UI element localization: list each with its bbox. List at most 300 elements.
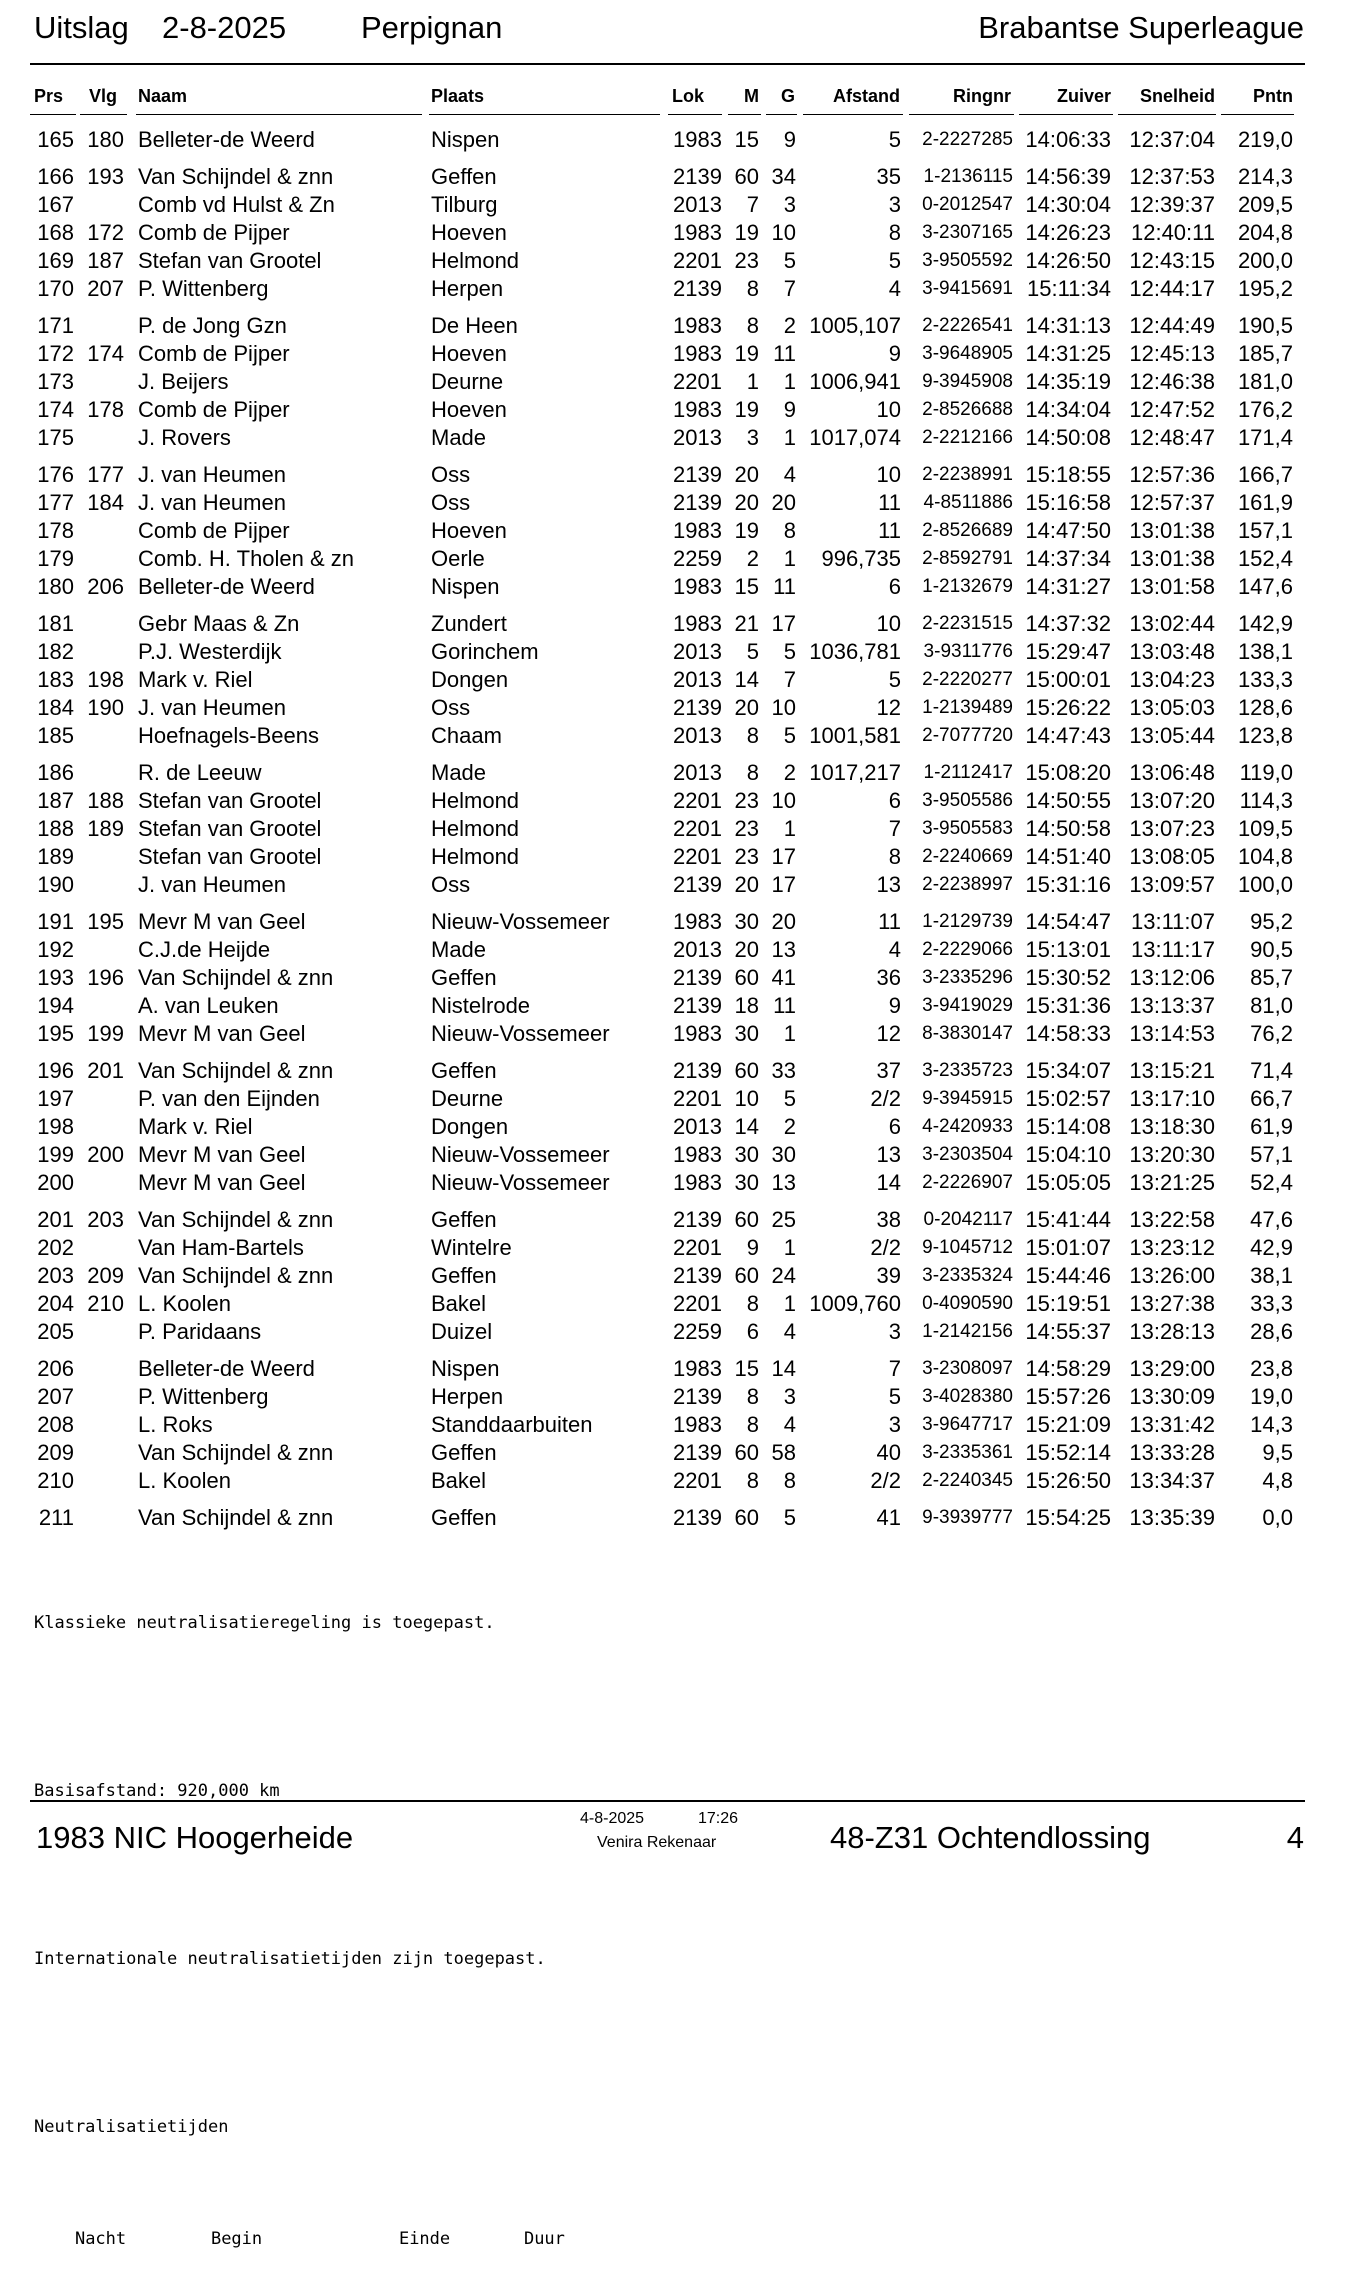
cell-naam: Comb. H. Tholen & zn xyxy=(138,546,355,571)
cell-afstand: 3 xyxy=(888,1412,901,1437)
cell-pntn: 81,0 xyxy=(1250,993,1293,1018)
cell-naam: Stefan van Grootel xyxy=(138,788,322,813)
col-underline xyxy=(909,114,1014,115)
cell-prs: 167 xyxy=(37,192,74,217)
cell-vlg: 178 xyxy=(87,397,124,422)
cell-plaats: Duizel xyxy=(431,1319,493,1344)
cell-pntn: 28,6 xyxy=(1250,1319,1293,1344)
cell-lok: 1983 xyxy=(673,1142,722,1167)
cell-ringnr: 4-8511886 xyxy=(923,492,1013,513)
note-base-distance: Basisafstand: 920,000 km xyxy=(34,1781,280,1801)
cell-vlg: 193 xyxy=(87,164,124,189)
cell-prs: 187 xyxy=(37,788,74,813)
cell-ringnr: 4-2420933 xyxy=(922,1116,1013,1137)
cell-afstand: 10 xyxy=(876,611,901,636)
cell-g: 9 xyxy=(783,127,796,152)
cell-prs: 178 xyxy=(37,518,74,543)
cell-g: 7 xyxy=(783,276,796,301)
col-header-prs: Prs xyxy=(34,86,64,106)
cell-afstand: 7 xyxy=(888,1356,901,1381)
cell-snelheid: 12:39:37 xyxy=(1129,192,1215,217)
table-row xyxy=(0,340,1366,368)
cell-ringnr: 2-2227285 xyxy=(922,129,1013,150)
cell-zuiver: 15:34:07 xyxy=(1025,1058,1111,1083)
cell-plaats: Deurne xyxy=(431,1086,504,1111)
cell-m: 6 xyxy=(746,1319,759,1344)
cell-plaats: Geffen xyxy=(431,1263,497,1288)
cell-vlg: 172 xyxy=(87,220,124,245)
cell-prs: 188 xyxy=(37,816,74,841)
cell-pntn: 171,4 xyxy=(1237,425,1293,450)
cell-naam: L. Koolen xyxy=(138,1468,231,1493)
cell-prs: 208 xyxy=(37,1412,74,1437)
cell-zuiver: 15:31:36 xyxy=(1025,993,1111,1018)
footer-divider xyxy=(30,1800,1305,1802)
cell-snelheid: 12:57:37 xyxy=(1129,490,1215,515)
cell-pntn: 142,9 xyxy=(1237,611,1293,636)
cell-prs: 168 xyxy=(37,220,74,245)
cell-ringnr: 2-8592791 xyxy=(922,548,1013,569)
cell-pntn: 104,8 xyxy=(1237,844,1293,869)
cell-snelheid: 13:12:06 xyxy=(1129,965,1215,990)
cell-snelheid: 12:48:47 xyxy=(1129,425,1215,450)
table-row xyxy=(0,964,1366,992)
cell-pntn: 66,7 xyxy=(1250,1086,1293,1111)
cell-zuiver: 15:08:20 xyxy=(1025,760,1111,785)
table-row xyxy=(0,871,1366,899)
cell-naam: C.J.de Heijde xyxy=(138,937,271,962)
cell-ringnr: 2-2212166 xyxy=(922,427,1013,448)
cell-g: 1 xyxy=(783,816,796,841)
cell-zuiver: 15:21:09 xyxy=(1025,1412,1111,1437)
cell-naam: Van Schijndel & znn xyxy=(138,1505,334,1530)
col-header-lok: Lok xyxy=(671,86,704,106)
cell-m: 19 xyxy=(734,397,759,422)
cell-lok: 2013 xyxy=(673,192,722,217)
cell-pntn: 38,1 xyxy=(1250,1263,1293,1288)
cell-plaats: Helmond xyxy=(431,816,520,841)
cell-plaats: Made xyxy=(431,425,487,450)
cell-naam: Van Schijndel & znn xyxy=(138,1440,334,1465)
cell-snelheid: 12:37:04 xyxy=(1129,127,1215,152)
cell-lok: 2259 xyxy=(673,546,722,571)
cell-naam: A. van Leuken xyxy=(138,993,279,1018)
col-header-plaats: Plaats xyxy=(431,86,485,106)
cell-lok: 2139 xyxy=(673,462,722,487)
cell-afstand: 11 xyxy=(878,909,901,934)
cell-afstand: 10 xyxy=(876,397,901,422)
neutral-times-columns xyxy=(34,2197,565,2249)
cell-ringnr: 2-2238997 xyxy=(922,874,1013,895)
cell-lok: 1983 xyxy=(673,611,722,636)
cell-g: 13 xyxy=(771,937,796,962)
cell-g: 5 xyxy=(783,639,796,664)
cell-pntn: 214,3 xyxy=(1237,164,1293,189)
cell-zuiver: 15:11:34 xyxy=(1026,276,1111,301)
cell-snelheid: 12:44:49 xyxy=(1129,313,1215,338)
cell-plaats: Hoeven xyxy=(431,220,507,245)
cell-prs: 174 xyxy=(37,397,74,422)
cell-m: 60 xyxy=(734,164,759,189)
table-row xyxy=(0,1234,1366,1262)
cell-g: 1 xyxy=(783,1235,796,1260)
cell-g: 1 xyxy=(783,1291,796,1316)
cell-ringnr: 1-2142156 xyxy=(922,1321,1013,1342)
cell-zuiver: 15:00:01 xyxy=(1025,667,1111,692)
cell-naam: Belleter-de Weerd xyxy=(138,127,315,152)
cell-vlg: 198 xyxy=(87,667,124,692)
cell-vlg: 184 xyxy=(87,490,124,515)
cell-snelheid: 12:44:17 xyxy=(1129,276,1215,301)
cell-naam: Van Schijndel & znn xyxy=(138,1263,334,1288)
table-row xyxy=(0,247,1366,275)
cell-afstand: 11 xyxy=(878,490,901,515)
cell-afstand: 2/2 xyxy=(870,1468,901,1493)
cell-naam: Gebr Maas & Zn xyxy=(138,611,300,636)
cell-g: 1 xyxy=(783,1021,796,1046)
cell-zuiver: 14:58:33 xyxy=(1025,1021,1111,1046)
cell-prs: 169 xyxy=(37,248,74,273)
cell-g: 17 xyxy=(771,611,796,636)
cell-snelheid: 12:45:13 xyxy=(1129,341,1215,366)
cell-plaats: Nieuw-Vossemeer xyxy=(431,1170,610,1195)
cell-lok: 2013 xyxy=(673,937,722,962)
print-date: 4-8-2025 xyxy=(580,1810,645,1827)
cell-naam: P.J. Westerdijk xyxy=(138,639,282,664)
cell-snelheid: 13:15:21 xyxy=(1129,1058,1215,1083)
cell-g: 8 xyxy=(783,518,796,543)
cell-plaats: Standdaarbuiten xyxy=(431,1412,593,1437)
cell-pntn: 47,6 xyxy=(1250,1207,1293,1232)
cell-naam: Mevr M van Geel xyxy=(138,909,306,934)
cell-naam: Van Schijndel & znn xyxy=(138,965,334,990)
cell-plaats: Dongen xyxy=(431,667,509,692)
cell-naam: J. Rovers xyxy=(138,425,231,450)
cell-g: 1 xyxy=(783,425,796,450)
uitslag-label: Uitslag xyxy=(34,10,129,45)
cell-afstand: 37 xyxy=(876,1058,901,1083)
cell-zuiver: 15:44:46 xyxy=(1025,1263,1111,1288)
cell-zuiver: 15:26:50 xyxy=(1025,1468,1111,1493)
cell-vlg: 199 xyxy=(87,1021,124,1046)
cell-afstand: 5 xyxy=(888,127,901,152)
cell-g: 41 xyxy=(771,965,796,990)
cell-lok: 2013 xyxy=(673,1114,722,1139)
cell-zuiver: 14:54:47 xyxy=(1025,909,1111,934)
cell-plaats: Geffen xyxy=(431,965,497,990)
cell-pntn: 133,3 xyxy=(1237,667,1293,692)
cell-afstand: 8 xyxy=(888,220,901,245)
cell-vlg: 187 xyxy=(87,248,124,273)
table-row xyxy=(0,1318,1366,1346)
cell-zuiver: 15:02:57 xyxy=(1025,1086,1111,1111)
cell-prs: 170 xyxy=(37,276,74,301)
cell-afstand: 5 xyxy=(888,667,901,692)
cell-pntn: 185,7 xyxy=(1237,341,1293,366)
cell-lok: 1983 xyxy=(673,313,722,338)
cell-m: 20 xyxy=(734,872,759,897)
cell-ringnr: 0-2012547 xyxy=(922,194,1013,215)
cell-ringnr: 1-2112417 xyxy=(923,762,1013,783)
cell-g: 30 xyxy=(771,1142,796,1167)
cell-zuiver: 15:18:55 xyxy=(1025,462,1111,487)
cell-m: 8 xyxy=(746,1412,759,1437)
cell-prs: 177 xyxy=(37,490,74,515)
table-row xyxy=(0,815,1366,843)
software-name: Venira Rekenaar xyxy=(597,1834,717,1851)
cell-lok: 2201 xyxy=(673,844,722,869)
cell-snelheid: 13:02:44 xyxy=(1129,611,1215,636)
table-row xyxy=(0,759,1366,787)
cell-plaats: Herpen xyxy=(431,1384,504,1409)
cell-prs: 194 xyxy=(37,993,74,1018)
cell-m: 21 xyxy=(734,611,759,636)
cell-afstand: 7 xyxy=(888,816,901,841)
cell-ringnr: 2-2240669 xyxy=(922,846,1013,867)
cell-snelheid: 13:26:00 xyxy=(1129,1263,1215,1288)
col-underline xyxy=(728,114,761,115)
cell-afstand: 38 xyxy=(876,1207,901,1232)
cell-pntn: 33,3 xyxy=(1250,1291,1293,1316)
cell-zuiver: 15:19:51 xyxy=(1025,1291,1111,1316)
cell-lok: 1983 xyxy=(673,1356,722,1381)
cell-naam: Stefan van Grootel xyxy=(138,248,322,273)
cell-vlg: 177 xyxy=(87,462,124,487)
cell-pntn: 128,6 xyxy=(1237,695,1293,720)
cell-zuiver: 14:34:04 xyxy=(1025,397,1111,422)
cell-lok: 2139 xyxy=(673,695,722,720)
cell-naam: P. van den Eijnden xyxy=(138,1086,320,1111)
cell-lok: 2201 xyxy=(673,248,722,273)
cell-zuiver: 14:47:50 xyxy=(1025,518,1111,543)
cell-plaats: Geffen xyxy=(431,164,497,189)
cell-naam: Van Schijndel & znn xyxy=(138,1058,334,1083)
cell-m: 23 xyxy=(734,844,759,869)
cell-plaats: Deurne xyxy=(431,369,504,394)
cell-m: 15 xyxy=(734,574,759,599)
neutral-col-night: Nacht xyxy=(74,2229,127,2249)
cell-snelheid: 13:22:58 xyxy=(1129,1207,1215,1232)
cell-prs: 173 xyxy=(37,369,74,394)
cell-afstand: 11 xyxy=(878,518,901,543)
cell-zuiver: 15:04:10 xyxy=(1025,1142,1111,1167)
cell-zuiver: 15:14:08 xyxy=(1025,1114,1111,1139)
table-row xyxy=(0,545,1366,573)
table-row xyxy=(0,368,1366,396)
table-row xyxy=(0,1504,1366,1532)
table-row xyxy=(0,908,1366,936)
cell-naam: J. van Heumen xyxy=(138,462,286,487)
table-row xyxy=(0,1113,1366,1141)
cell-afstand: 10 xyxy=(876,462,901,487)
cell-naam: J. Beijers xyxy=(138,369,229,394)
cell-pntn: 109,5 xyxy=(1237,816,1293,841)
cell-lok: 2201 xyxy=(673,1235,722,1260)
cell-afstand: 1017,217 xyxy=(809,760,901,785)
cell-lok: 2201 xyxy=(673,1086,722,1111)
cell-afstand: 4 xyxy=(888,937,901,962)
race-location: Perpignan xyxy=(361,10,503,45)
cell-prs: 175 xyxy=(37,425,74,450)
cell-plaats: Helmond xyxy=(431,248,520,273)
cell-zuiver: 15:30:52 xyxy=(1025,965,1111,990)
cell-snelheid: 13:18:30 xyxy=(1129,1114,1215,1139)
cell-prs: 198 xyxy=(37,1114,74,1139)
cell-naam: Mark v. Riel xyxy=(138,667,253,692)
cell-prs: 209 xyxy=(37,1440,74,1465)
cell-g: 10 xyxy=(771,695,796,720)
cell-snelheid: 13:21:25 xyxy=(1129,1170,1215,1195)
table-row xyxy=(0,694,1366,722)
cell-prs: 190 xyxy=(37,872,74,897)
cell-g: 2 xyxy=(783,1114,796,1139)
cell-lok: 1983 xyxy=(673,909,722,934)
cell-snelheid: 13:11:17 xyxy=(1130,937,1215,962)
cell-lok: 2013 xyxy=(673,760,722,785)
cell-prs: 182 xyxy=(37,639,74,664)
cell-zuiver: 15:16:58 xyxy=(1025,490,1111,515)
table-row xyxy=(0,992,1366,1020)
note-neutralisation: Klassieke neutralisatieregeling is toegepast. xyxy=(34,1613,495,1633)
cell-naam: Comb de Pijper xyxy=(138,220,290,245)
table-row xyxy=(0,517,1366,545)
cell-afstand: 40 xyxy=(876,1440,901,1465)
cell-lok: 1983 xyxy=(673,1170,722,1195)
neutral-col-begin: Begin xyxy=(210,2229,263,2249)
cell-prs: 211 xyxy=(38,1505,74,1530)
cell-ringnr: 1-2129739 xyxy=(922,911,1013,932)
cell-lok: 2139 xyxy=(673,993,722,1018)
cell-vlg: 174 xyxy=(87,341,124,366)
result-group xyxy=(0,1057,1366,1197)
cell-lok: 2139 xyxy=(673,490,722,515)
cell-m: 30 xyxy=(734,1142,759,1167)
cell-ringnr: 3-9647717 xyxy=(922,1414,1013,1435)
cell-naam: Belleter-de Weerd xyxy=(138,1356,315,1381)
neutral-col-end: Einde xyxy=(398,2229,451,2249)
cell-ringnr: 3-2303504 xyxy=(922,1144,1013,1165)
cell-g: 2 xyxy=(783,313,796,338)
cell-naam: Mevr M van Geel xyxy=(138,1021,306,1046)
cell-plaats: Chaam xyxy=(431,723,502,748)
cell-zuiver: 14:26:50 xyxy=(1025,248,1111,273)
cell-lok: 2139 xyxy=(673,1384,722,1409)
cell-lok: 1983 xyxy=(673,518,722,543)
col-header-zuiver: Zuiver xyxy=(1056,86,1111,106)
cell-pntn: 71,4 xyxy=(1250,1058,1293,1083)
cell-g: 13 xyxy=(771,1170,796,1195)
cell-ringnr: 3-2335361 xyxy=(922,1442,1013,1463)
cell-snelheid: 13:03:48 xyxy=(1129,639,1215,664)
cell-zuiver: 14:26:23 xyxy=(1025,220,1111,245)
cell-ringnr: 3-2335296 xyxy=(922,967,1013,988)
cell-plaats: Bakel xyxy=(431,1291,487,1316)
table-row xyxy=(0,843,1366,871)
cell-m: 8 xyxy=(746,760,759,785)
cell-naam: P. Paridaans xyxy=(138,1319,262,1344)
cell-naam: J. van Heumen xyxy=(138,872,286,897)
cell-pntn: 114,3 xyxy=(1239,788,1293,813)
cell-ringnr: 3-9311776 xyxy=(923,641,1013,662)
cell-g: 20 xyxy=(771,909,796,934)
cell-lok: 2201 xyxy=(673,369,722,394)
table-row xyxy=(0,610,1366,638)
table-row xyxy=(0,191,1366,219)
table-row xyxy=(0,1383,1366,1411)
cell-snelheid: 13:28:13 xyxy=(1129,1319,1215,1344)
cell-g: 25 xyxy=(771,1207,796,1232)
cell-snelheid: 13:01:58 xyxy=(1129,574,1215,599)
cell-ringnr: 1-2136115 xyxy=(923,166,1013,187)
cell-ringnr: 3-9419029 xyxy=(922,995,1013,1016)
cell-prs: 193 xyxy=(37,965,74,990)
table-row xyxy=(0,1057,1366,1085)
cell-snelheid: 13:17:10 xyxy=(1129,1086,1215,1111)
cell-ringnr: 2-2226541 xyxy=(922,315,1013,336)
cell-afstand: 1005,107 xyxy=(809,313,901,338)
cell-afstand: 12 xyxy=(876,1021,901,1046)
cell-g: 11 xyxy=(773,993,796,1018)
cell-ringnr: 9-1045712 xyxy=(922,1237,1013,1258)
cell-prs: 210 xyxy=(37,1468,74,1493)
cell-vlg: 206 xyxy=(87,574,124,599)
cell-zuiver: 14:37:34 xyxy=(1025,546,1111,571)
cell-m: 5 xyxy=(746,639,759,664)
cell-m: 7 xyxy=(746,192,759,217)
cell-lok: 2013 xyxy=(673,425,722,450)
cell-zuiver: 14:50:58 xyxy=(1025,816,1111,841)
cell-prs: 176 xyxy=(37,462,74,487)
table-row xyxy=(0,936,1366,964)
cell-m: 20 xyxy=(734,695,759,720)
cell-m: 20 xyxy=(734,490,759,515)
cell-lok: 2259 xyxy=(673,1319,722,1344)
cell-prs: 183 xyxy=(37,667,74,692)
cell-afstand: 41 xyxy=(876,1505,901,1530)
cell-afstand: 2/2 xyxy=(870,1086,901,1111)
cell-snelheid: 13:01:38 xyxy=(1129,518,1215,543)
cell-zuiver: 15:52:14 xyxy=(1025,1440,1111,1465)
cell-ringnr: 3-9505592 xyxy=(922,250,1013,271)
cell-snelheid: 13:07:23 xyxy=(1129,816,1215,841)
result-group xyxy=(0,126,1366,154)
cell-prs: 202 xyxy=(37,1235,74,1260)
cell-lok: 2201 xyxy=(673,1291,722,1316)
cell-afstand: 1017,074 xyxy=(809,425,901,450)
club-name: 1983 NIC Hoogerheide xyxy=(36,1820,354,1855)
cell-prs: 197 xyxy=(37,1086,74,1111)
col-underline xyxy=(766,114,797,115)
column-headers xyxy=(0,86,1366,120)
cell-pntn: 57,1 xyxy=(1250,1142,1293,1167)
table-row xyxy=(0,1411,1366,1439)
cell-g: 10 xyxy=(771,220,796,245)
cell-prs: 205 xyxy=(37,1319,74,1344)
cell-plaats: Oerle xyxy=(431,546,485,571)
col-header-ringnr: Ringnr xyxy=(953,86,1011,106)
notes-block xyxy=(34,1553,565,2253)
cell-afstand: 4 xyxy=(888,276,901,301)
cell-snelheid: 13:11:07 xyxy=(1130,909,1215,934)
cell-ringnr: 2-2220277 xyxy=(922,669,1013,690)
cell-g: 5 xyxy=(783,248,796,273)
cell-afstand: 6 xyxy=(888,788,901,813)
cell-m: 20 xyxy=(734,937,759,962)
cell-m: 60 xyxy=(734,965,759,990)
cell-lok: 1983 xyxy=(673,341,722,366)
cell-m: 8 xyxy=(746,1468,759,1493)
cell-naam: Comb de Pijper xyxy=(138,518,290,543)
